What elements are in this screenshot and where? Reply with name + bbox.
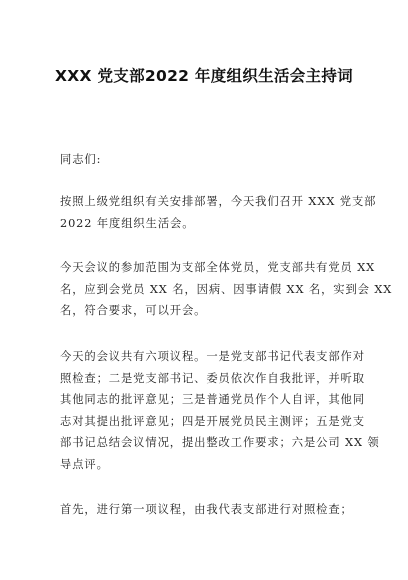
paragraph-line: 按照上级党组织有关安排部署，今天我们召开 XXX 党支部 — [60, 195, 377, 208]
paragraph-line: 今天的会议共有六项议程。一是党支部书记代表支部作对 — [60, 350, 365, 363]
paragraph-line: 志对其提出批评意见；四是开展党员民主测评；五是党支 — [60, 414, 365, 428]
paragraph-4 — [60, 499, 353, 521]
document-title: XXX 党支部2022 年度组织生活会主持词 — [55, 67, 353, 85]
greeting — [60, 149, 350, 171]
paragraph-line: 照检查；二是党支部书记、委员依次作自我批评，并听取 — [60, 371, 365, 385]
paragraph-3 — [60, 346, 380, 475]
paragraph-line: 名，应到会党员 XX 名，因病、因事请假 XX 名，实到会 XX — [60, 282, 393, 296]
greeting-line: 同志们: — [60, 153, 102, 166]
paragraph-1 — [60, 191, 377, 234]
paragraph-line: 名，符合要求，可以开会。 — [60, 304, 207, 317]
paragraph-2 — [60, 257, 393, 322]
paragraph-line: 部书记总结会议情况，提出整改工作要求；六是公司 XX 领 — [60, 436, 380, 449]
paragraph-line: 导点评。 — [60, 457, 109, 471]
paragraph-line: 首先，进行第一项议程，由我代表支部进行对照检查； — [60, 503, 353, 516]
paragraph-line: 其他同志的批评意见；三是普通党员作个人自评，其他同 — [60, 393, 365, 406]
paragraph-line: 今天会议的参加范围为支部全体党员，党支部共有党员 XX — [60, 261, 376, 274]
paragraph-line: 2022 年度组织生活会。 — [60, 216, 195, 230]
